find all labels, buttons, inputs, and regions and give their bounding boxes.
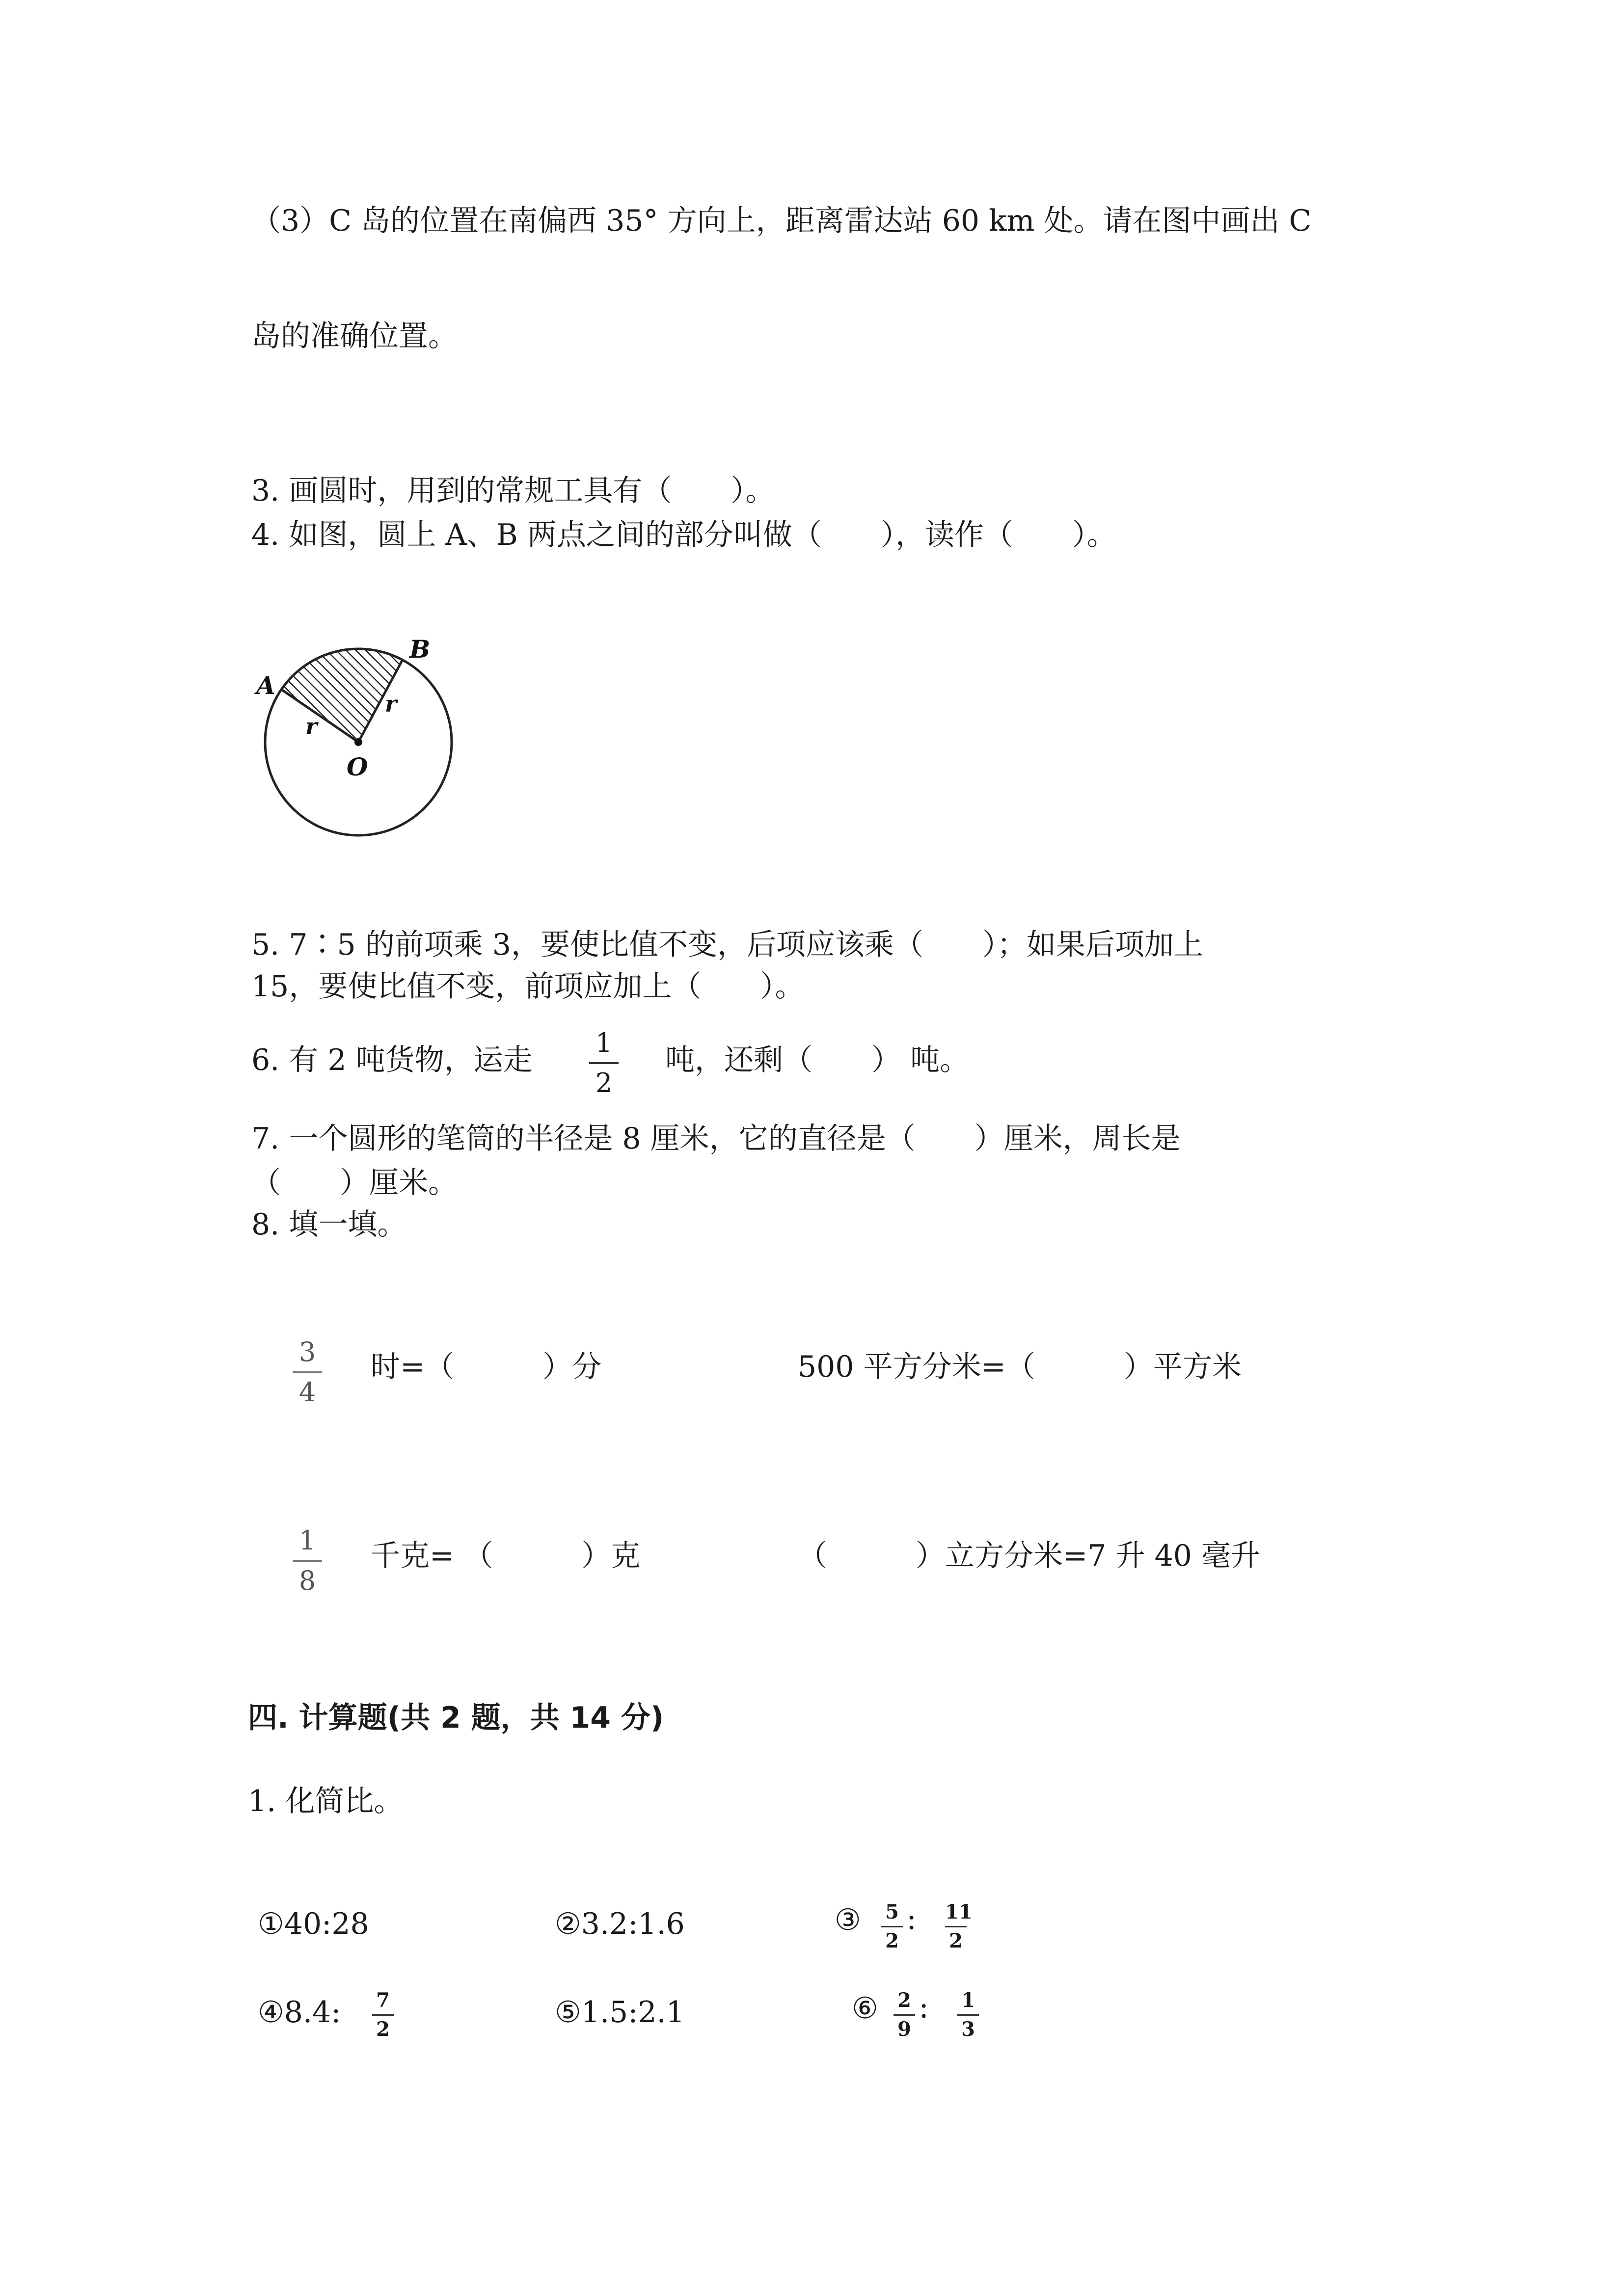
fraction-numerator: 7 (376, 1989, 390, 2012)
ratio-item-6-colon: ： (918, 1995, 943, 2024)
fraction-one-half (589, 1027, 619, 1098)
question-2-3-line-2: 岛的准确位置。 (251, 319, 458, 353)
circle-sector-figure (250, 633, 466, 849)
question-5-line-1: 5. 7∶5 的前项乘 3，要使比值不变，后项应该乘（ ）；如果后项加上 (251, 928, 1203, 962)
label-a: A (256, 671, 275, 700)
label-o: O (347, 752, 368, 781)
question-7-line-2: （ ）厘米。 (251, 1166, 458, 1200)
fraction-numerator: 2 (897, 1989, 911, 2012)
radius-oa (281, 689, 358, 742)
question-4: 4. 如图，圆上 A、B 两点之间的部分叫做（ ），读作（ ）。 (251, 518, 1116, 552)
fill-item-hours: 时=（ ）分 (371, 1350, 602, 1384)
label-b: B (409, 635, 431, 664)
question-2-3-line-1: （3）C 岛的位置在南偏西 35° 方向上，距离雷达站 60 km 处。请在图中画出 C (251, 204, 1312, 238)
fraction-numerator: 1 (298, 1525, 316, 1556)
center-point (354, 738, 362, 746)
label-r2: r (385, 691, 397, 717)
fraction-numerator: 11 (945, 1900, 973, 1923)
fraction-one-eighth (293, 1527, 322, 1594)
fraction-denominator: 4 (298, 1377, 316, 1408)
ratio-item-1: ①40:28 (258, 1907, 369, 1941)
question-8: 8. 填一填。 (251, 1207, 407, 1242)
fraction-eleven-halves (945, 1900, 973, 1952)
fraction-five-halves (881, 1902, 903, 1951)
ratio-item-4-prefix: ④8.4: (258, 1995, 341, 2029)
fraction-numerator: 5 (885, 1900, 899, 1923)
fill-item-cubic-decimeters: （ ）立方分米=7 升 40 毫升 (798, 1539, 1261, 1573)
fraction-denominator: 2 (595, 1068, 613, 1098)
fraction-denominator: 2 (949, 1929, 963, 1952)
section-4-title: 四. 计算题(共 2 题，共 14 分) (248, 1701, 664, 1735)
fraction-three-quarters (293, 1336, 322, 1408)
fraction-denominator: 8 (298, 1565, 316, 1596)
fill-item-square-meters: 500 平方分米=（ ）平方米 (798, 1350, 1242, 1384)
ratio-item-2: ②3.2:1.6 (555, 1907, 685, 1941)
fraction-denominator: 2 (376, 2018, 390, 2041)
label-r1: r (305, 713, 318, 740)
fraction-seven-halves (372, 1991, 394, 2039)
question-7-line-1: 7. 一个圆形的笔筒的半径是 8 厘米，它的直径是（ ）厘米，周长是 (251, 1121, 1181, 1156)
fraction-denominator: 9 (897, 2018, 911, 2041)
fraction-numerator: 1 (595, 1027, 613, 1058)
ratio-item-6-label: ⑥ (852, 1991, 878, 2026)
fraction-two-ninths (893, 1991, 915, 2039)
question-4-1: 1. 化简比。 (248, 1784, 404, 1818)
question-6-suffix: 吨，还剩（ ） 吨。 (665, 1043, 970, 1077)
question-5-line-2: 15，要使比值不变，前项应加上（ ）。 (251, 969, 805, 1004)
fraction-numerator: 3 (298, 1336, 316, 1367)
fraction-numerator: 1 (961, 1989, 975, 2012)
fill-item-grams: 千克= （ ）克 (371, 1539, 641, 1573)
ratio-item-3-label: ③ (835, 1903, 861, 1937)
sector-hatching (250, 633, 466, 751)
question-6-prefix: 6. 有 2 吨货物，运走 (251, 1043, 533, 1077)
fraction-denominator: 2 (885, 1929, 899, 1952)
fraction-denominator: 3 (961, 2018, 975, 2041)
question-3: 3. 画圆时，用到的常规工具有（ ）。 (251, 474, 775, 508)
fraction-one-third (957, 1991, 979, 2039)
ratio-item-3-colon: ： (906, 1907, 930, 1936)
ratio-item-5: ⑤1.5:2.1 (555, 1995, 685, 2029)
